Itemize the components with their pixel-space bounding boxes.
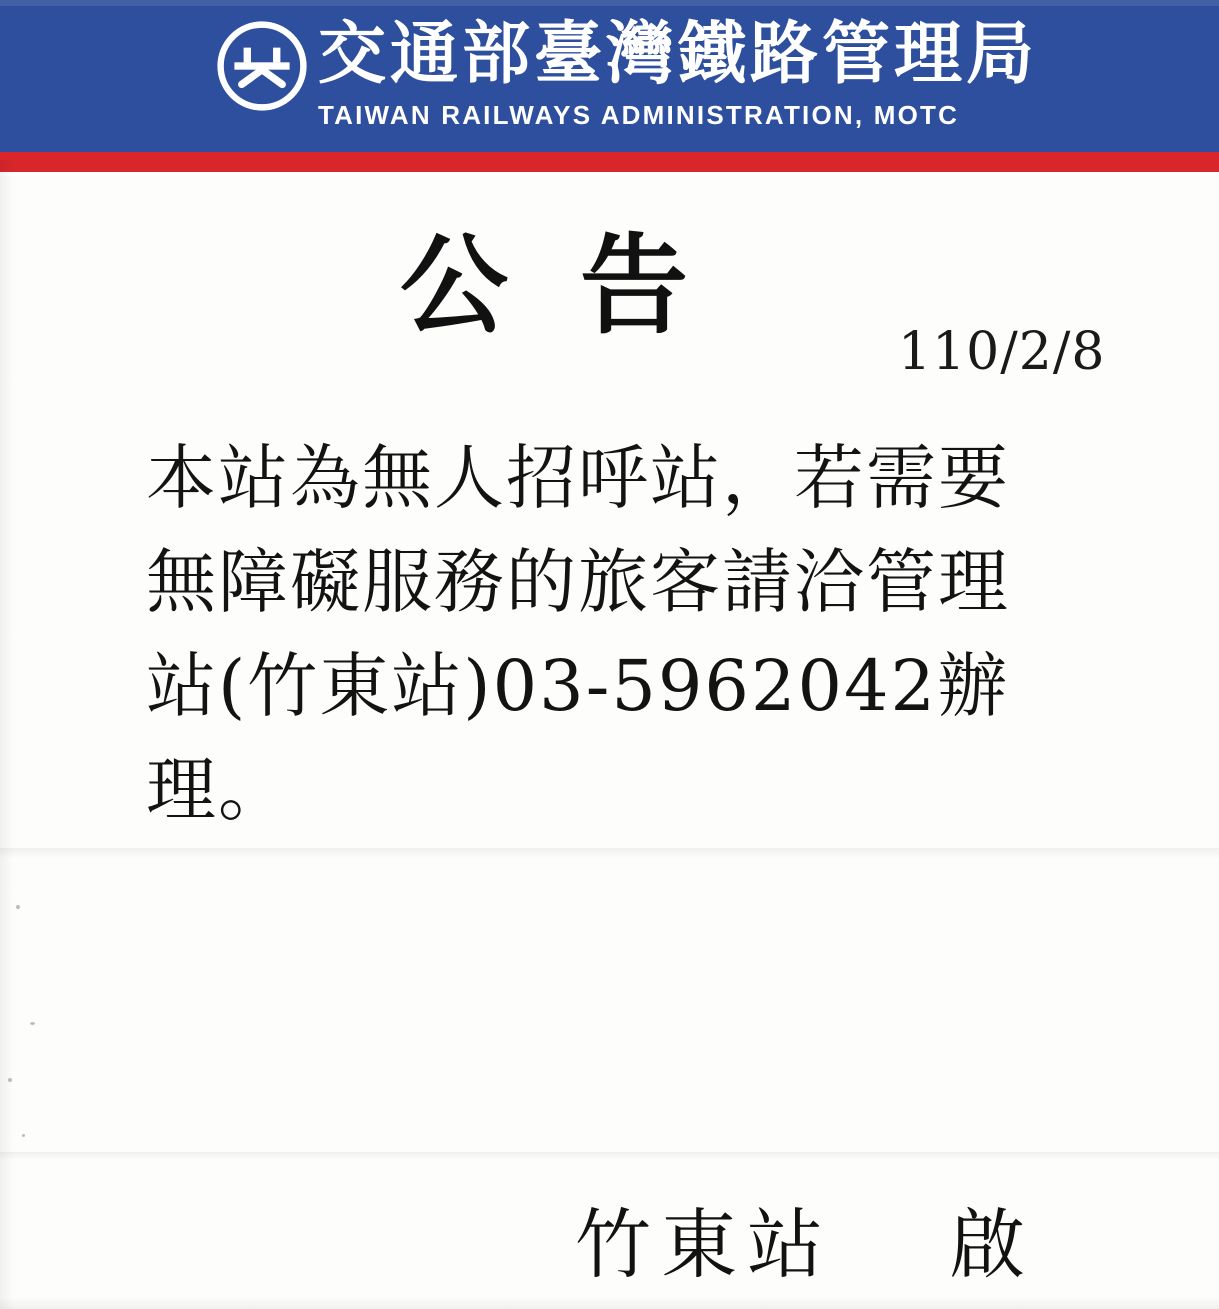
letterhead-band bbox=[0, 0, 1219, 152]
notice-date: 110/2/8 bbox=[898, 322, 1106, 382]
accent-divider-bar bbox=[0, 152, 1219, 174]
letterhead-inner bbox=[0, 0, 1219, 152]
organization-name-zh: 交通部臺灣鐵路管理局 bbox=[318, 14, 1039, 94]
notice-signature bbox=[575, 1184, 1035, 1293]
taiwan-railways-emblem-icon bbox=[216, 20, 308, 112]
notice-title: 公告 bbox=[400, 223, 761, 349]
signature-suffix: 啟 bbox=[949, 1200, 1036, 1289]
notice-body-text: 本站為無人招呼站，若需要無障礙服務的旅客請洽管理站(竹東站)03-5962042辦理。 bbox=[146, 437, 1010, 831]
organization-name-en: TAIWAN RAILWAYS ADMINISTRATION, MOTC bbox=[318, 100, 960, 130]
notice-content bbox=[0, 174, 1219, 1309]
signature-station-name: 竹東站 bbox=[575, 1200, 833, 1289]
